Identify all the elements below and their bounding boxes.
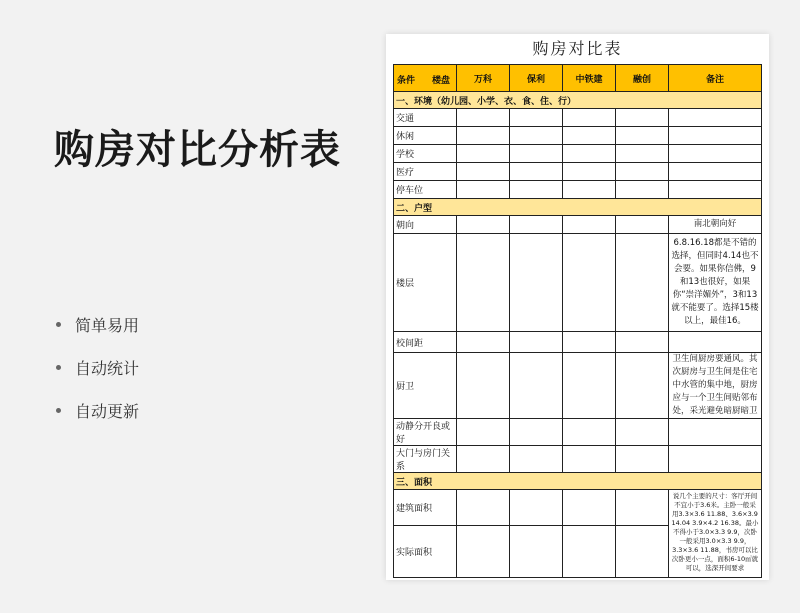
table-row: 动静分开良或好 xyxy=(394,419,762,446)
bullet-dot-icon xyxy=(56,365,61,370)
bullet-dot-icon xyxy=(56,408,61,413)
feature-item: 简单易用 xyxy=(56,314,139,335)
table-row: 实际面积 xyxy=(394,526,762,578)
table-row: 停车位 xyxy=(394,181,762,199)
table-row: 大门与房门关系 xyxy=(394,446,762,473)
table-row: 医疗 xyxy=(394,163,762,181)
feature-item: 自动统计 xyxy=(56,357,139,378)
header-col: 万科 xyxy=(457,65,510,92)
spreadsheet-preview xyxy=(386,34,769,580)
header-row xyxy=(394,65,762,92)
table-row: 学校 xyxy=(394,145,762,163)
feature-list xyxy=(56,314,139,443)
table-row: 厨卫 卫生间厨房要通风。其次厨房与卫生间是住宅中水管的集中地，厨房应与一个卫生间贴邻布处，采光避免暗厨暗卫 xyxy=(394,353,762,419)
table-row: 楼层 6.8.16.18都是不错的选择，但同时4.14也不会要。如果你信佛，9和13也很好，如果你“崇洋媚外”，3和13就不能要了。选择15楼以上，最佳16。 xyxy=(394,234,762,332)
header-col: 备注 xyxy=(669,65,762,92)
header-col: 保利 xyxy=(510,65,563,92)
table-row: 校间距 xyxy=(394,332,762,353)
table-row: 交通 xyxy=(394,109,762,127)
sheet-title: 购房对比表 xyxy=(532,39,623,58)
table-row: 休闲 xyxy=(394,127,762,145)
table-row: 朝向 南北朝向好 xyxy=(394,216,762,234)
header-condition-cell: 条件 楼盘 xyxy=(394,65,457,92)
bullet-dot-icon xyxy=(56,322,61,327)
page-title: 购房对比分析表 xyxy=(54,127,341,173)
comparison-table xyxy=(393,64,762,578)
header-col: 中铁建 xyxy=(563,65,616,92)
feature-item: 自动更新 xyxy=(56,400,139,421)
table-row: 建筑面积 说几个主要的尺寸：客厅开间不宜小于3.6米。主卧一般采用3.3×3.6 11.88、3.6×3.9 14.04 3.9×4.2 16.38。最小不得小于3.0×3.3 9.9，次卧一般采用3.0×3.3 9.9，3.3×3.6 11.88，书房可以比次卧更小一点，面积6-10㎡就可以，选深开间要求 xyxy=(394,490,762,526)
section-row: 二、户型 xyxy=(394,199,762,216)
header-col: 融创 xyxy=(616,65,669,92)
section-row: 一、环境（幼儿园、小学、衣、食、住、行） xyxy=(394,92,762,109)
section-row: 三、面积 xyxy=(394,473,762,490)
